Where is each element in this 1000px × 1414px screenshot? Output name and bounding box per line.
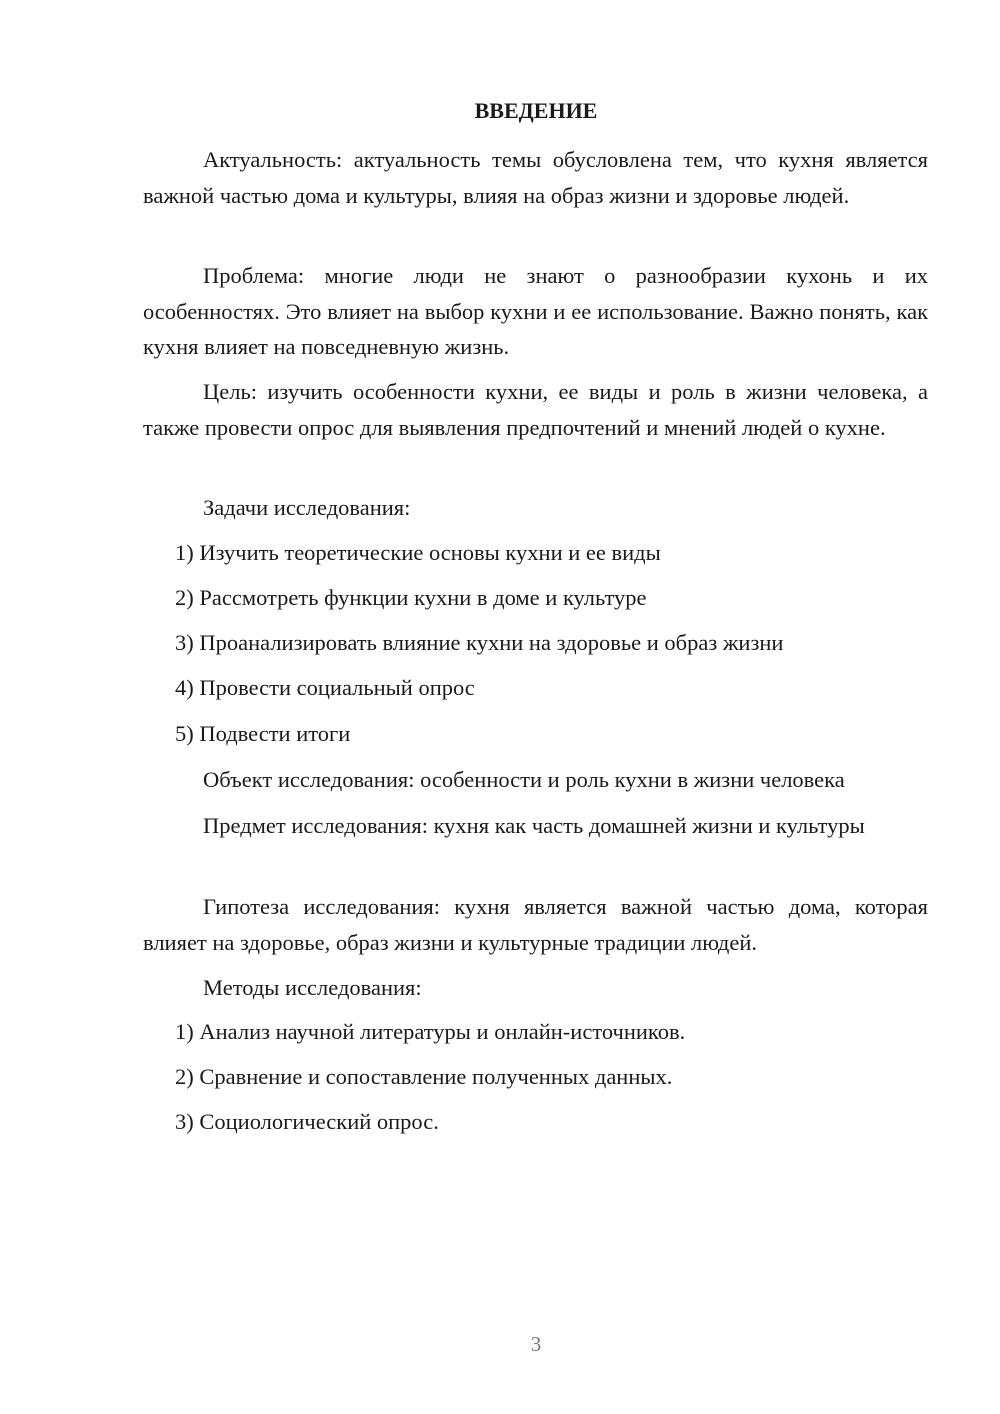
page-title: ВВЕДЕНИЕ <box>474 98 598 123</box>
method-item-1: 1) Анализ научной литературы и онлайн-источников. <box>175 1019 686 1044</box>
task-item-4: 4) Провести социальный опрос <box>175 675 475 700</box>
task-item-5: 5) Подвести итоги <box>175 721 351 746</box>
object-paragraph: Объект исследования: особенности и роль кухни в жизни человека <box>203 767 845 792</box>
task-item-1: 1) Изучить теоретические основы кухни и ее виды <box>175 540 661 565</box>
problem-paragraph: Проблема: многие люди не знают о разнообразии кухонь и их особенностях. Это влияет на выбор кухни и ее использование. Важно понять, как кухня влияет на повседневную жизнь. <box>143 263 928 359</box>
method-item-3: 3) Социологический опрос. <box>175 1109 439 1134</box>
page-number: 3 <box>530 1332 542 1356</box>
method-item-2: 2) Сравнение и сопоставление полученных данных. <box>175 1064 673 1089</box>
goal-paragraph: Цель: изучить особенности кухни, ее виды и роль в жизни человека, а также провести опрос для выявления предпочтений и мнений людей о кухне. <box>143 379 928 440</box>
tasks-heading: Задачи исследования: <box>203 495 411 520</box>
methods-heading: Методы исследования: <box>203 975 422 1000</box>
hypothesis-paragraph: Гипотеза исследования: кухня является важной частью дома, которая влияет на здоровье, образ жизни и культурные традиции людей. <box>143 894 928 955</box>
subject-paragraph: Предмет исследования: кухня как часть домашней жизни и культуры <box>203 813 865 838</box>
task-item-2: 2) Рассмотреть функции кухни в доме и культуре <box>175 585 647 610</box>
relevance-paragraph: Актуальность: актуальность темы обусловлена тем, что кухня является важной частью дома и культуры, влияя на образ жизни и здоровье людей. <box>143 147 928 208</box>
task-item-3: 3) Проанализировать влияние кухни на здоровье и образ жизни <box>175 630 784 655</box>
